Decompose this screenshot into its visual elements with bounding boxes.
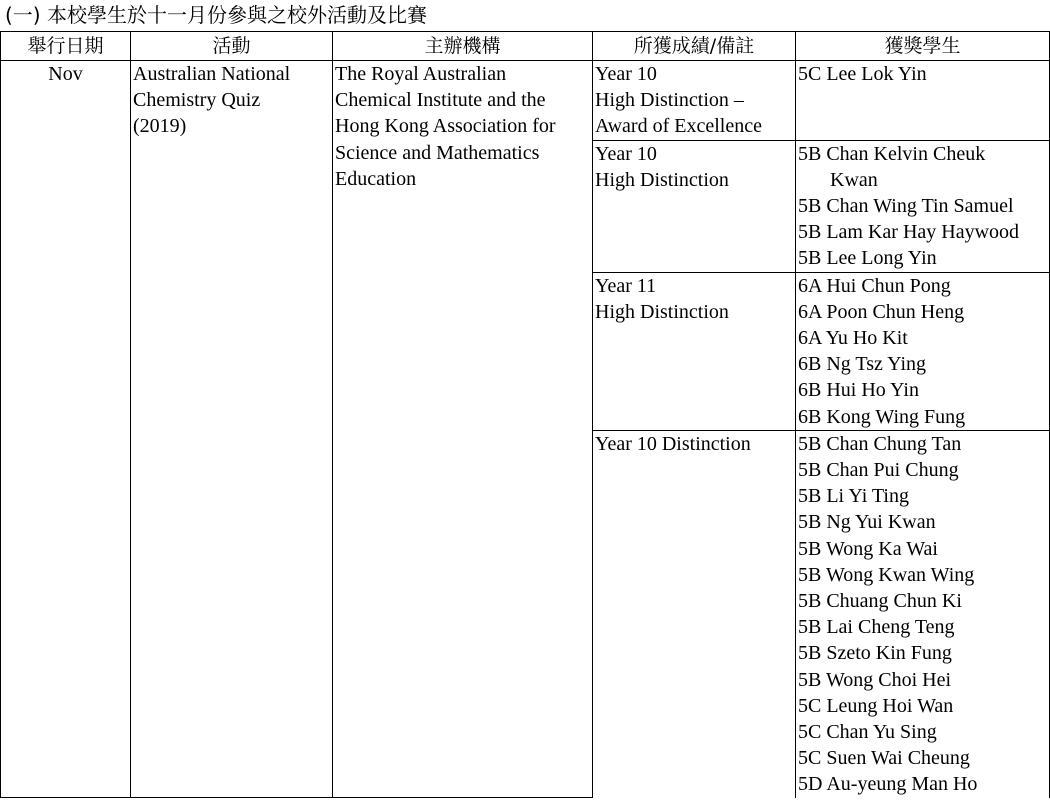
student-name: 5B Lam Kar Hay Haywood bbox=[798, 221, 1020, 244]
organizer-line: Chemical Institute and the bbox=[335, 89, 546, 112]
activity-line: Chemistry Quiz bbox=[133, 89, 261, 112]
event-date-cell bbox=[1, 61, 131, 798]
student-name: 5C Lee Lok Yin bbox=[798, 63, 927, 85]
award-line: Year 10 Distinction bbox=[595, 432, 751, 455]
award-cell bbox=[593, 140, 796, 272]
students-cell bbox=[796, 430, 1050, 797]
organizer-line: Hong Kong Association for bbox=[335, 115, 556, 138]
activity-line: (2019) bbox=[133, 115, 187, 138]
organizer-cell bbox=[333, 61, 593, 798]
organizer-line: Education bbox=[335, 167, 417, 190]
student-name: 6A Hui Chun Pong bbox=[798, 274, 951, 297]
student-name: 5B Ng Yui Kwan bbox=[798, 511, 936, 534]
award-line: High Distinction – bbox=[595, 89, 744, 112]
student-name: 5B Chan Wing Tin Samuel bbox=[798, 195, 1014, 218]
student-name: 5C Leung Hoi Wan bbox=[798, 694, 954, 717]
student-name: 5D Au-yeung Man Ho bbox=[798, 773, 978, 796]
award-line: Year 11 bbox=[595, 274, 657, 297]
student-name: 5B Wong Choi Hei bbox=[798, 668, 952, 691]
students-cell bbox=[796, 61, 1050, 141]
organizer-line: The Royal Australian bbox=[335, 63, 507, 85]
award-line: Year 10 bbox=[595, 63, 657, 85]
student-name-continuation: Kwan bbox=[830, 168, 878, 191]
column-header-activity: 活動 bbox=[131, 32, 333, 61]
activity-cell bbox=[131, 61, 333, 798]
column-header-organizer: 主辦機構 bbox=[333, 32, 593, 61]
student-name: 5B Szeto Kin Fung bbox=[798, 642, 952, 665]
students-cell bbox=[796, 140, 1050, 272]
student-name: 5B Wong Ka Wai bbox=[798, 537, 938, 560]
student-name: 6B Hui Ho Yin bbox=[798, 379, 919, 402]
column-header-students: 獲獎學生 bbox=[796, 32, 1050, 61]
award-cell bbox=[593, 272, 796, 430]
awards-table bbox=[0, 31, 1050, 798]
table-row bbox=[1, 61, 1050, 141]
student-name: 5B Chan Chung Tan bbox=[798, 432, 962, 455]
student-name: 6B Kong Wing Fung bbox=[798, 405, 966, 428]
column-header-result: 所獲成績/備註 bbox=[593, 32, 796, 61]
student-name: 5B Lai Cheng Teng bbox=[798, 616, 955, 639]
award-line: High Distinction bbox=[595, 168, 729, 191]
table-header-row bbox=[1, 32, 1050, 61]
student-name: 5B Lee Long Yin bbox=[798, 247, 937, 270]
activity-line: Australian National bbox=[133, 63, 291, 85]
student-name: 6A Poon Chun Heng bbox=[798, 300, 965, 323]
student-name: 5B Chan Kelvin Cheuk bbox=[798, 142, 986, 165]
student-name: 5B Chuang Chun Ki bbox=[798, 590, 962, 613]
student-name: 6B Ng Tsz Ying bbox=[798, 353, 927, 376]
award-cell bbox=[593, 430, 796, 797]
award-line: Year 10 bbox=[595, 142, 657, 165]
student-name: 5C Suen Wai Cheung bbox=[798, 747, 970, 770]
award-line: High Distinction bbox=[595, 300, 729, 323]
student-name: 5B Wong Kwan Wing bbox=[798, 563, 975, 586]
student-name: 5B Chan Pui Chung bbox=[798, 459, 959, 482]
organizer-line: Science and Mathematics bbox=[335, 141, 540, 164]
student-name: 6A Yu Ho Kit bbox=[798, 327, 908, 350]
column-header-date: 舉行日期 bbox=[1, 32, 131, 61]
event-date: Nov bbox=[48, 63, 83, 85]
award-line: Award of Excellence bbox=[595, 115, 762, 138]
students-cell bbox=[796, 272, 1050, 430]
award-cell bbox=[593, 61, 796, 141]
section-heading: (一) 本校學生於十一月份參與之校外活動及比賽 bbox=[5, 3, 427, 27]
student-name: 5C Chan Yu Sing bbox=[798, 721, 937, 744]
student-name: 5B Li Yi Ting bbox=[798, 485, 909, 508]
